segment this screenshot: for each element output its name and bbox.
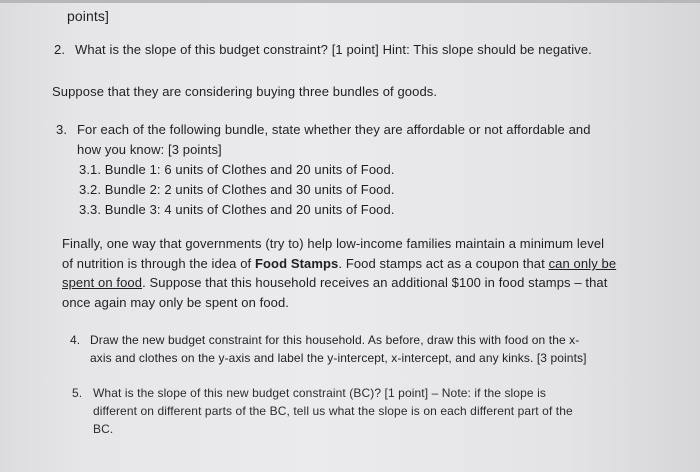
q2-number: 2. <box>54 42 66 57</box>
paragraph-line-2 <box>62 256 616 272</box>
food-stamps-term: Food Stamps <box>254 256 339 271</box>
q5-line-3: BC. <box>93 422 114 436</box>
paragraph-line-2-b: . Food stamps act as a coupon that <box>338 256 549 271</box>
paragraph-line-2-a: of nutrition is through the idea of <box>62 256 255 271</box>
q3-line-2: how you know: [3 points] <box>77 142 222 157</box>
intro-text: Suppose that they are considering buying three bundles of goods. <box>52 84 438 99</box>
can-only-be-underlined: can only be <box>548 256 617 271</box>
q4-line-1: Draw the new budget constraint for this household. As before, draw this with food on the x- <box>90 333 580 347</box>
q4-number: 4. <box>70 333 81 347</box>
paragraph-line-4: once again may only be spent on food. <box>62 295 290 310</box>
q5-number: 5. <box>72 386 83 400</box>
points-fragment: points] <box>67 8 109 24</box>
paragraph-line-3 <box>62 275 607 291</box>
q5-line-1: What is the slope of this new budget constraint (BC)? [1 point] – Note: if the slope is <box>93 386 546 400</box>
page-top-edge <box>0 0 700 3</box>
bundle-1: 3.1. Bundle 1: 6 units of Clothes and 20 units of Food. <box>79 162 395 177</box>
q3-number: 3. <box>56 122 68 137</box>
paragraph-line-3-b: . Suppose that this household receives an additional $100 in food stamps – that <box>142 275 608 290</box>
bundle-2: 3.2. Bundle 2: 2 units of Clothes and 30 units of Food. <box>79 182 395 197</box>
spent-on-food-underlined: spent on food <box>62 275 143 290</box>
paragraph-line-1: Finally, one way that governments (try to) help low-income families maintain a minimum level <box>62 236 605 251</box>
q3-line-1: For each of the following bundle, state whether they are affordable or not affordable and <box>77 122 591 137</box>
q2-text: What is the slope of this budget constraint? [1 point] Hint: This slope should be negative. <box>75 42 592 57</box>
bundle-3: 3.3. Bundle 3: 4 units of Clothes and 20 units of Food. <box>79 202 395 217</box>
q5-line-2: different on different parts of the BC, tell us what the slope is on each different part of the <box>93 404 573 418</box>
q4-line-2: axis and clothes on the y-axis and label the y-intercept, x-intercept, and any kinks. [3 points] <box>90 351 587 365</box>
